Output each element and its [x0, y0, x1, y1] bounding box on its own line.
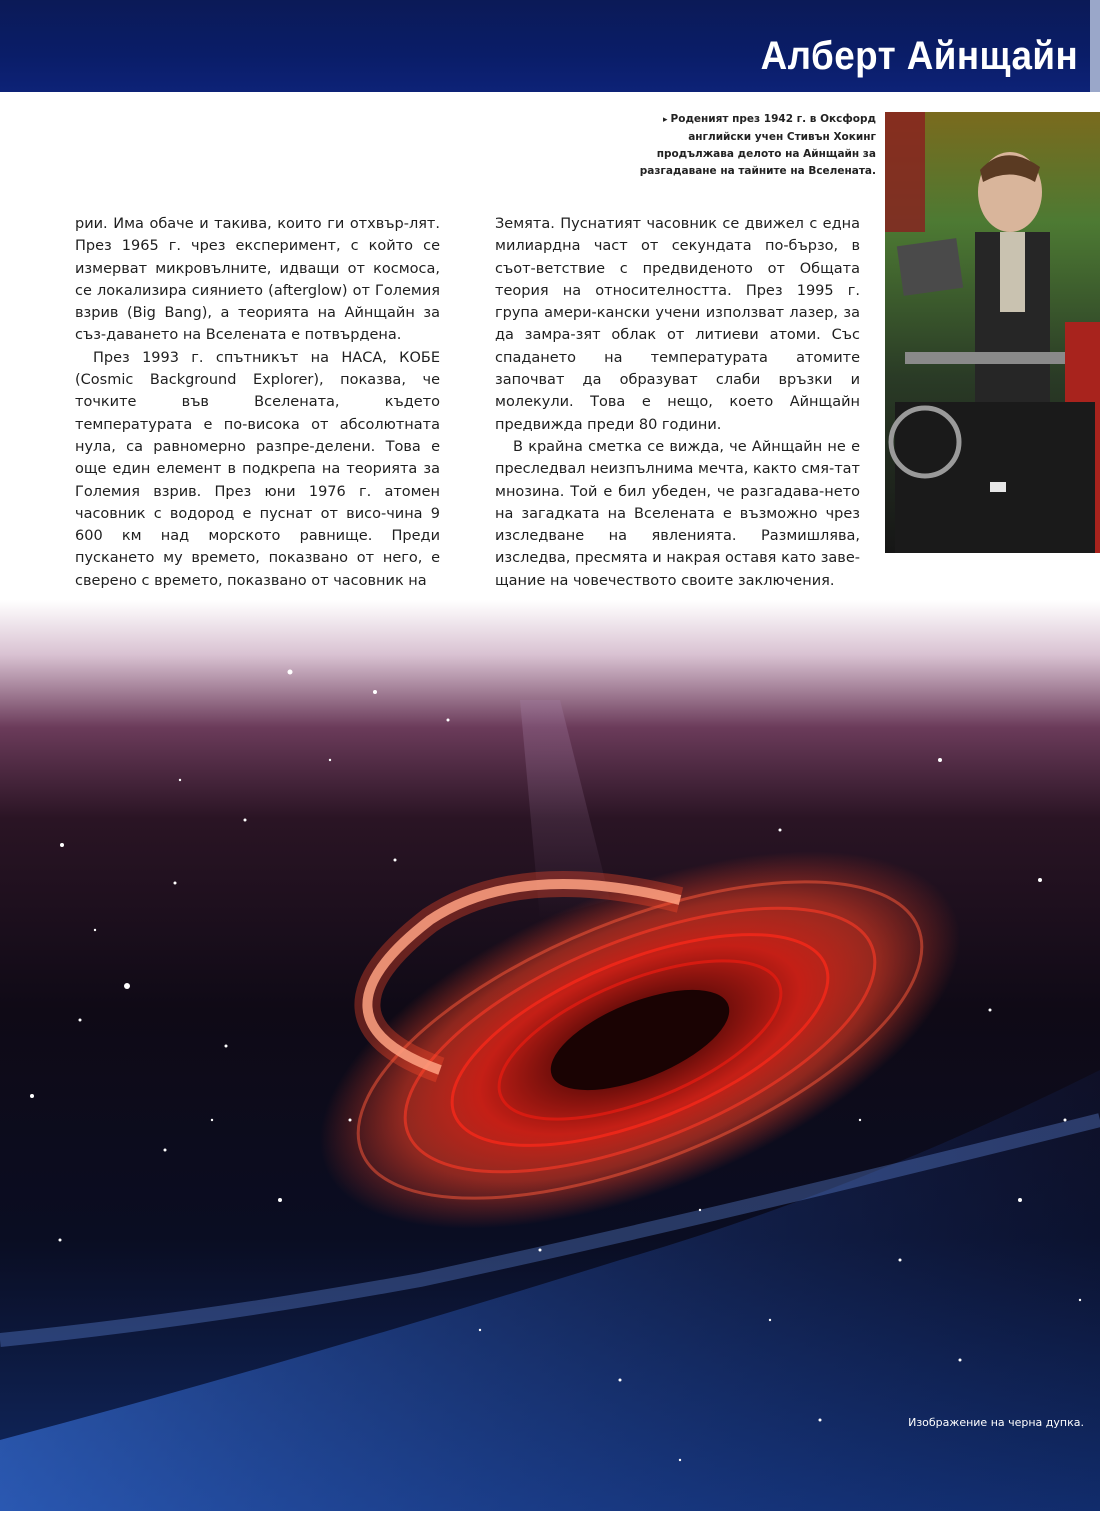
black-hole-caption: Изображение на черна дупка.: [908, 1416, 1084, 1429]
article-column-right: [495, 213, 860, 592]
header-edge: [1090, 0, 1100, 92]
article-column-left: [75, 213, 440, 592]
article-paragraph: Земята. Пуснатият часовник се движел с една милиардна част от секундата по-бързо, в съот-ветствие с предвиденото от Общата теория на относителността. През 1995 г. група амери-кански учени използват лазер, за да замра-зят облак от литиеви атоми. Със спадането на температурата атомите започват да образуват слаби връзки и молекули. Това е нещо, което Айнщайн предвижда преди 80 години.: [495, 216, 860, 433]
article-paragraph: рии. Има обаче и такива, които ги отхвър-лят. През 1965 г. чрез експеримент, с който се измерват микровълните, идващи от космоса, се локализира сиянието (afterglow) от Големия взрив (Big Bang), а теорията на Айнщайн за съз-даването на Вселената е потвърдена.: [75, 216, 440, 344]
hawking-photo: [885, 112, 1100, 553]
article-paragraph: В крайна сметка се вижда, че Айнщайн не е преследвал неизпълнима мечта, както смя-тат мнозина. Той е бил убеден, че разгадава-нето на загадката на Вселената е възможно чрез изследване на явленията. Размишлява, изследва, пресмята и накрая оставя като заве-щание на човечеството своите заключения.: [495, 438, 860, 589]
caption-line: английски учен Стивън Хокинг: [688, 131, 876, 143]
page-title: Алберт Айнщайн: [760, 34, 1078, 78]
photo-caption: [616, 111, 876, 180]
caption-marker-icon: ▸: [663, 115, 668, 125]
article-paragraph: През 1993 г. спътникът на НАСА, КОБЕ (Cosmic Background Explorer), показва, че точките във Вселената, където температурата е по-висока от абсолютната нула, са равномерно разпре-делени. Това е още един елемент в подкрепа на теорията за Големия взрив. През юни 1976 г. атомен часовник с водород е пуснат от висо-чина 9 600 км над морското равнище. Преди пускането му времето, показвано от него, е сверено с времето, показвано от часовник на: [75, 349, 440, 589]
black-hole-svg: [0, 600, 1100, 1511]
caption-line: продължава делото на Айнщайн за: [656, 148, 876, 160]
black-hole-illustration: [0, 600, 1100, 1511]
caption-line: разгадаване на тайните на Вселената.: [639, 165, 876, 177]
hawking-photo-illustration: [885, 112, 1100, 553]
caption-line: Роденият през 1942 г. в Оксфорд: [670, 113, 876, 125]
